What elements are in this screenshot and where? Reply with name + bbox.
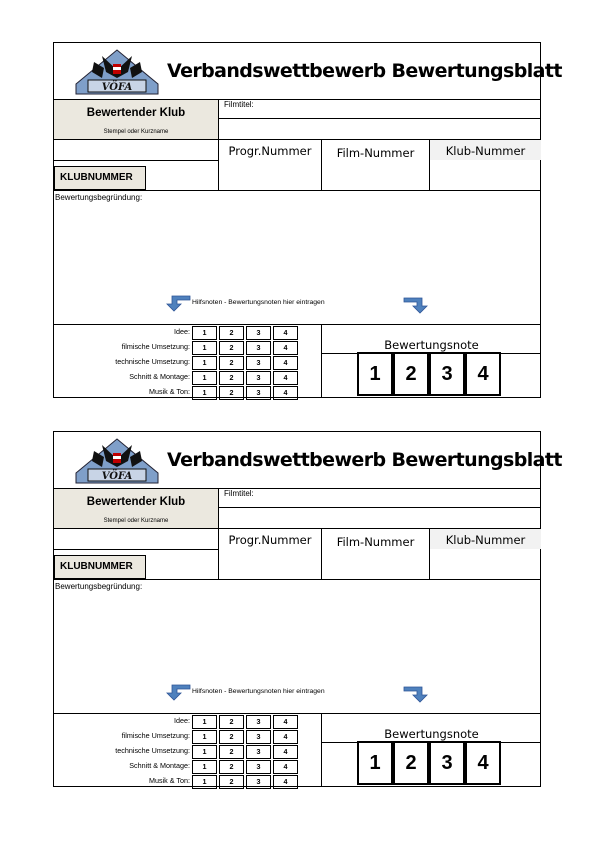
begruendung-label: Bewertungsbegründung: (55, 582, 143, 591)
klubnummer-label: KLUBNUMMER (54, 555, 146, 579)
klub-nummer-header: Klub-Nummer (445, 144, 526, 158)
criterion-label: technische Umsetzung: (115, 357, 190, 366)
score-option-cell[interactable]: 1 (192, 775, 217, 789)
score-option-cell[interactable]: 2 (219, 326, 244, 340)
form-title: Verbandswettbewerb Bewertungsblatt (167, 449, 562, 471)
progr-nummer-header: Progr.Nummer (228, 144, 312, 158)
club-label-box (54, 100, 218, 139)
evaluation-form-2 (53, 431, 562, 787)
score-option-cell[interactable]: 4 (273, 730, 298, 744)
club-stamp-field[interactable] (54, 529, 218, 549)
begruendung-label: Bewertungsbegründung: (55, 193, 143, 202)
klubnummer-label: KLUBNUMMER (54, 166, 146, 190)
score-option-cell[interactable]: 4 (273, 775, 298, 789)
score-option-cell[interactable]: 1 (192, 356, 217, 370)
filmtitel-field[interactable] (219, 508, 540, 528)
criterion-label: filmische Umsetzung: (121, 342, 190, 351)
score-option-cell[interactable]: 2 (219, 730, 244, 744)
grade-box[interactable]: 2 (393, 741, 429, 785)
grade-box[interactable]: 1 (357, 352, 393, 396)
score-option-cell[interactable]: 3 (246, 730, 271, 744)
filmtitel-label: Filmtitel: (224, 489, 254, 498)
criterion-label: Schnitt & Montage: (129, 761, 190, 770)
score-option-cell[interactable]: 3 (246, 745, 271, 759)
film-nummer-header: Film-Nummer (336, 535, 415, 549)
club-label: Bewertender Klub (86, 496, 186, 508)
score-option-cell[interactable]: 4 (273, 371, 298, 385)
criterion-label: Idee: (174, 716, 190, 725)
criterion-label: filmische Umsetzung: (121, 731, 190, 740)
logo-text: VÖFA (101, 471, 133, 482)
score-option-cell[interactable]: 2 (219, 341, 244, 355)
score-option-cell[interactable]: 1 (192, 730, 217, 744)
score-option-cell[interactable]: 3 (246, 775, 271, 789)
grade-box[interactable]: 3 (429, 352, 465, 396)
criterion-label: technische Umsetzung: (115, 746, 190, 755)
club-sublabel: Stempel oder Kurzname (103, 129, 169, 135)
arrow-down-left-icon (163, 683, 191, 701)
score-option-cell[interactable]: 3 (246, 356, 271, 370)
score-option-cell[interactable]: 3 (246, 386, 271, 400)
score-option-cell[interactable]: 4 (273, 356, 298, 370)
begruendung-field[interactable] (55, 594, 539, 679)
klub-nummer-header: Klub-Nummer (445, 533, 526, 547)
arrow-down-right-icon (403, 685, 433, 703)
grade-box[interactable]: 3 (429, 741, 465, 785)
score-option-cell[interactable]: 1 (192, 341, 217, 355)
score-option-cell[interactable]: 1 (192, 760, 217, 774)
filmtitel-field[interactable] (219, 119, 540, 139)
score-option-cell[interactable]: 4 (273, 760, 298, 774)
bewertungsnote-label: Bewertungsnote (384, 727, 479, 741)
hilfsnoten-text: Hilfsnoten - Bewertungsnoten hier eintragen (192, 299, 325, 306)
score-option-cell[interactable]: 2 (219, 745, 244, 759)
score-option-cell[interactable]: 3 (246, 341, 271, 355)
score-option-cell[interactable]: 3 (246, 760, 271, 774)
criterion-label: Musik & Ton: (148, 776, 190, 785)
logo-text: VÖFA (101, 82, 133, 93)
score-option-cell[interactable]: 1 (192, 715, 217, 729)
evaluation-form-1 (53, 42, 562, 398)
arrow-down-right-icon (403, 296, 433, 314)
club-label: Bewertender Klub (86, 107, 186, 119)
score-option-cell[interactable]: 2 (219, 371, 244, 385)
form-title: Verbandswettbewerb Bewertungsblatt (167, 60, 562, 82)
grade-box[interactable]: 4 (465, 741, 501, 785)
bewertungsnote-label: Bewertungsnote (384, 338, 479, 352)
criterion-label: Musik & Ton: (148, 387, 190, 396)
criterion-label: Idee: (174, 327, 190, 336)
progr-nummer-header: Progr.Nummer (228, 533, 312, 547)
klubnummer-field[interactable] (147, 556, 217, 578)
hilfsnoten-text: Hilfsnoten - Bewertungsnoten hier eintragen (192, 688, 325, 695)
score-option-cell[interactable]: 3 (246, 326, 271, 340)
voefa-logo (74, 437, 160, 485)
score-option-cell[interactable]: 4 (273, 341, 298, 355)
grade-box[interactable]: 4 (465, 352, 501, 396)
score-option-cell[interactable]: 2 (219, 386, 244, 400)
klubnummer-field[interactable] (147, 167, 217, 189)
grade-box[interactable]: 2 (393, 352, 429, 396)
criterion-label: Schnitt & Montage: (129, 372, 190, 381)
score-option-cell[interactable]: 1 (192, 745, 217, 759)
score-option-cell[interactable]: 2 (219, 775, 244, 789)
score-option-cell[interactable]: 4 (273, 386, 298, 400)
arrow-down-left-icon (163, 294, 191, 312)
begruendung-field[interactable] (55, 205, 539, 290)
club-stamp-field[interactable] (54, 140, 218, 160)
score-option-cell[interactable]: 3 (246, 371, 271, 385)
score-option-cell[interactable]: 1 (192, 371, 217, 385)
score-option-cell[interactable]: 3 (246, 715, 271, 729)
score-option-cell[interactable]: 4 (273, 326, 298, 340)
score-option-cell[interactable]: 4 (273, 715, 298, 729)
filmtitel-label: Filmtitel: (224, 100, 254, 109)
score-option-cell[interactable]: 2 (219, 760, 244, 774)
score-option-cell[interactable]: 2 (219, 715, 244, 729)
score-option-cell[interactable]: 1 (192, 326, 217, 340)
score-option-cell[interactable]: 1 (192, 386, 217, 400)
club-sublabel: Stempel oder Kurzname (103, 518, 169, 524)
voefa-logo (74, 48, 160, 96)
score-option-cell[interactable]: 4 (273, 745, 298, 759)
club-label-box (54, 489, 218, 528)
grade-box[interactable]: 1 (357, 741, 393, 785)
film-nummer-header: Film-Nummer (336, 146, 415, 160)
score-option-cell[interactable]: 2 (219, 356, 244, 370)
